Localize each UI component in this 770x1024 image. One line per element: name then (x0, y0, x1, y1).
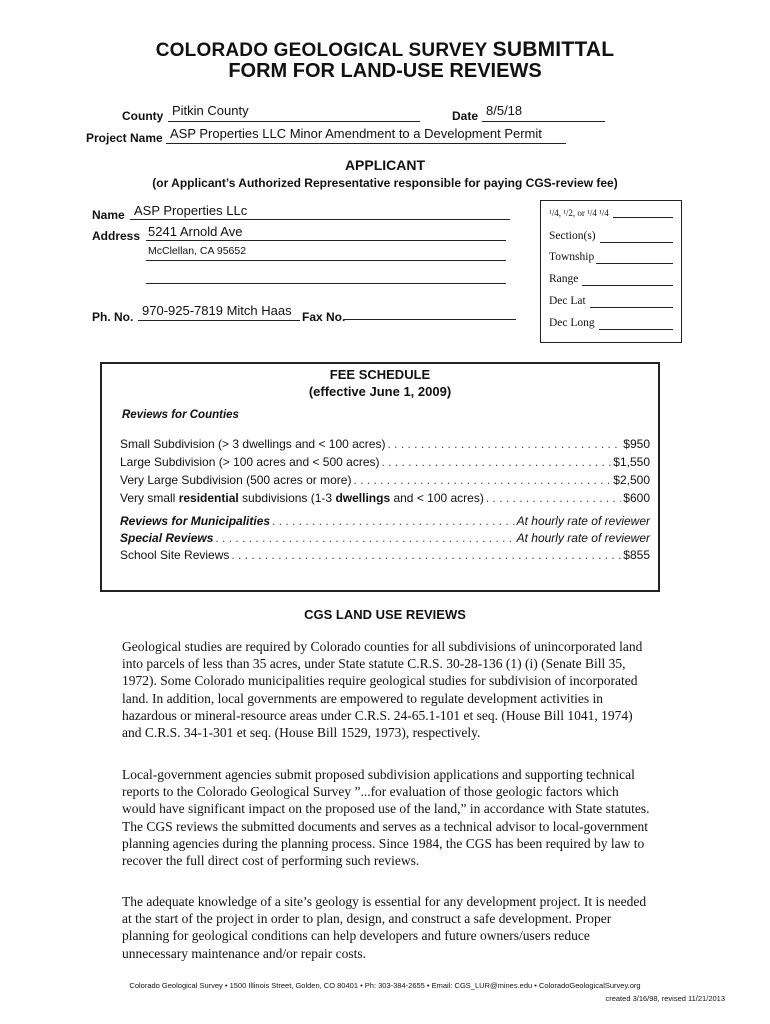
address-line-2 (146, 260, 506, 261)
address-line-1 (146, 240, 506, 241)
project-name-line (166, 143, 566, 144)
school-site-row: School Site Reviews . . . $855 (120, 548, 650, 562)
date-field[interactable]: 8/5/18 (486, 103, 523, 118)
fax-field[interactable] (344, 319, 516, 320)
applicant-heading: APPLICANT (344, 157, 426, 173)
quarters-field[interactable] (613, 208, 673, 218)
address-label: Address (92, 229, 141, 243)
fee-row: Large Subdivision (> 100 acres and < 500 acres) . . . $1,550 (120, 455, 650, 469)
county-label: County (122, 109, 164, 123)
name-field[interactable]: ASP Properties LLc (134, 203, 248, 218)
fee-schedule-heading: FEE SCHEDULE (329, 367, 431, 382)
dec-long-field[interactable] (599, 317, 673, 330)
fee-row: Very Large Subdivision (500 acres or more) . . . $2,500 (120, 473, 650, 487)
range-field[interactable] (582, 273, 673, 286)
form-title-line1: COLORADO GEOLOGICAL SURVEY SUBMITTAL (155, 38, 615, 61)
section-field[interactable] (600, 230, 673, 243)
paragraph-3: The adequate knowledge of a site’s geology is essential for any development project. It is needed at the start of the project in order to plan, design, and construct a safe development. Proper planning for geological conditions can help developers and future owners/users reduce unnecessary maintenance and/or repair costs. (122, 894, 647, 961)
name-line (130, 219, 510, 220)
section-label: Section(s) (549, 230, 596, 242)
address-field-1[interactable]: 5241 Arnold Ave (148, 224, 243, 239)
footer-address: Colorado Geological Survey • 1500 Illinois Street, Golden, CO 80401 • Ph: 303-384-2655 • Email: CGS_LUR@mines.edu • ColoradoGeologicalSurvey.org (129, 981, 641, 990)
fee-row: Small Subdivision (> 3 dwellings and < 100 acres) . . . $950 (120, 437, 650, 451)
phone-line (138, 320, 300, 321)
dec-long-label: Dec Long (549, 317, 595, 329)
created-revised-note: created 3/16/98, revised 11/21/2013 (605, 994, 725, 1003)
form-title-line2: FORM FOR LAND-USE REVIEWS (228, 60, 542, 82)
title-submittal: SUBMITTAL (492, 38, 615, 61)
phone-label: Ph. No. (92, 310, 134, 324)
fax-label: Fax No. (302, 310, 346, 324)
address-line-3[interactable] (146, 283, 506, 284)
municipalities-row: Reviews for Municipalities . . . At hourly rate of reviewer (120, 514, 650, 528)
project-name-field[interactable]: ASP Properties LLC Minor Amendment to a Development Permit (170, 126, 542, 141)
township-field[interactable] (596, 251, 673, 264)
land-use-heading: CGS LAND USE REVIEWS (304, 607, 466, 622)
fee-row: Very small residential subdivisions (1-3 dwellings and < 100 acres) . . . $600 (120, 491, 650, 505)
project-name-label: Project Name (86, 131, 163, 145)
county-field[interactable]: Pitkin County (172, 103, 249, 118)
dec-lat-field[interactable] (590, 295, 673, 308)
township-label: Township (549, 251, 595, 263)
fee-schedule-effective: (effective June 1, 2009) (308, 384, 452, 399)
paragraph-1: Geological studies are required by Colorado counties for all subdivisions of unincorporated land into parcels of less than 35 acres, under State statute C.R.S. 30-28-136 (1) (i) (Senate Bill 35, 1972). Some Colorado municipalities require geological studies for subdivision of incorporated land. In addition, local governments are empowered to regulate development activities in hazardous or mineral-resource areas under C.R.S. 24-65.1-101 et seq. (House Bill 1041, 1974) and C.R.S. 34-1-301 et seq. (House Bill 1529, 1973), respectively. (122, 639, 643, 741)
fee-schedule-box (100, 362, 660, 592)
dec-lat-label: Dec Lat (549, 295, 586, 307)
name-label: Name (92, 208, 125, 222)
date-label: Date (452, 109, 479, 123)
special-reviews-row: Special Reviews . . . At hourly rate of reviewer (120, 531, 650, 545)
phone-field[interactable]: 970-925-7819 Mitch Haas (142, 303, 292, 318)
address-field-2[interactable]: McClellan, CA 95652 (148, 245, 247, 257)
date-line (482, 121, 605, 122)
location-box (540, 200, 682, 343)
county-line (168, 121, 420, 122)
counties-heading: Reviews for Counties (122, 409, 239, 421)
paragraph-2: Local-government agencies submit proposed subdivision applications and supporting technical reports to the Colorado Geological Survey ”...for evaluation of those geologic factors which would have significant impact on the proposed use of the land,” in accordance with State statutes. The CGS reviews the submitted documents and serves as a technical advisor to local-government planning agencies during the planning process. Since 1984, the CGS has been required by law to recover the full direct cost of performing such reviews. (122, 767, 650, 869)
applicant-subheading: (or Applicant’s Authorized Representative responsible for paying CGS-review fee) (152, 176, 618, 190)
quarters-label: ¹/4, ¹/2, or ¹/4 ¹/4 (549, 208, 609, 218)
range-label: Range (549, 273, 579, 285)
